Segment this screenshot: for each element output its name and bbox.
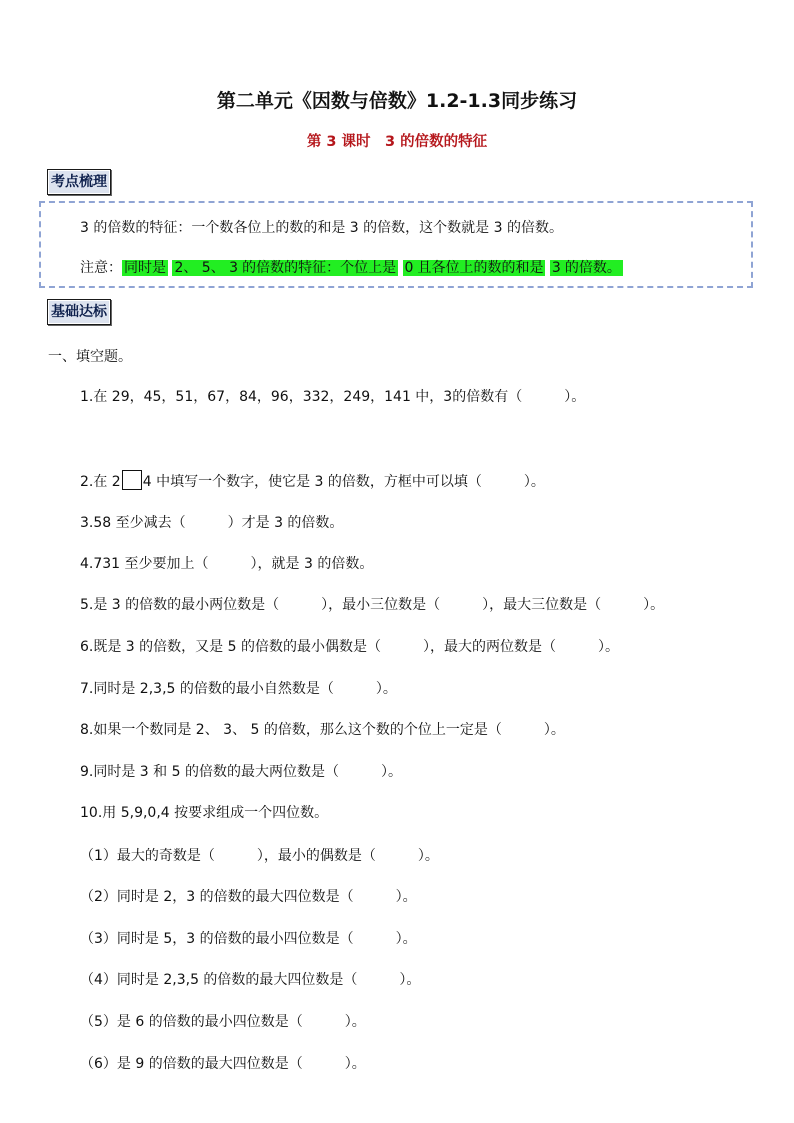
answer-box[interactable] [122,470,142,490]
section-heading: 一、填空题。 [48,349,132,365]
rule-text: 3 的倍数的特征：一个数各位上的数的和是 3 的倍数，这个数就是 3 的倍数。 [80,220,563,236]
question-2 [80,470,545,491]
question-6: 6.既是 3 的倍数，又是 5 的倍数的最小偶数是（ ），最大的两位数是（ ）。 [80,639,619,655]
section-tag-basic: 基础达标 [47,299,111,325]
question-5: 5.是 3 的倍数的最小两位数是（ ），最小三位数是（ ），最大三位数是（ ）。 [80,597,665,613]
section-tag-key-points: 考点梳理 [47,169,111,195]
question-2-after: 4 中填写一个数字，使它是 3 的倍数，方框中可以填（ ）。 [142,474,545,490]
sub-question-6: （6）是 9 的倍数的最大四位数是（ ）。 [80,1056,366,1072]
note-highlight: 的倍数。 [564,260,621,276]
sub-question-2: （2）同时是 2，3 的倍数的最大四位数是（ ）。 [80,889,417,905]
question-9: 9.同时是 3 和 5 的倍数的最大两位数是（ ）。 [80,764,402,780]
note-highlight: 同时是 [124,260,166,276]
lesson-subtitle: 第 3 课时 3 的倍数的特征 [306,134,488,150]
note-highlight: 且各位上的数的和是 [417,260,544,276]
question-2-before: 2.在 2 [80,474,121,490]
note-highlight: 3 [551,260,561,276]
note-text [80,256,623,280]
note-label: 注意： [80,260,122,276]
sub-question-3: （3）同时是 5，3 的倍数的最小四位数是（ ）。 [80,931,417,947]
question-10: 10.用 5,9,0,4 按要求组成一个四位数。 [80,805,329,821]
sub-question-4: （4）同时是 2,3,5 的倍数的最大四位数是（ ）。 [80,972,421,988]
question-4: 4.731 至少要加上（ ），就是 3 的倍数。 [80,556,374,572]
question-1: 1.在 29，45，51，67，84，96，332，249，141 中，3的倍数有（ ）。 [80,389,586,405]
note-highlight: 的倍数的特征：个位上是 [242,260,397,276]
page-title: 第二单元《因数与倍数》1.2-1.3同步练习 [216,90,578,112]
question-7: 7.同时是 2,3,5 的倍数的最小自然数是（ ）。 [80,681,397,697]
note-highlight: 0 [404,260,414,276]
sub-question-1: （1）最大的奇数是（ ），最小的偶数是（ ）。 [80,848,439,864]
note-highlight: 2、 5、 3 [174,260,239,276]
sub-question-5: （5）是 6 的倍数的最小四位数是（ ）。 [80,1014,366,1030]
question-8: 8.如果一个数同是 2、 3、 5 的倍数，那么这个数的个位上一定是（ ）。 [80,722,565,738]
question-3: 3.58 至少减去（ ）才是 3 的倍数。 [80,515,344,531]
